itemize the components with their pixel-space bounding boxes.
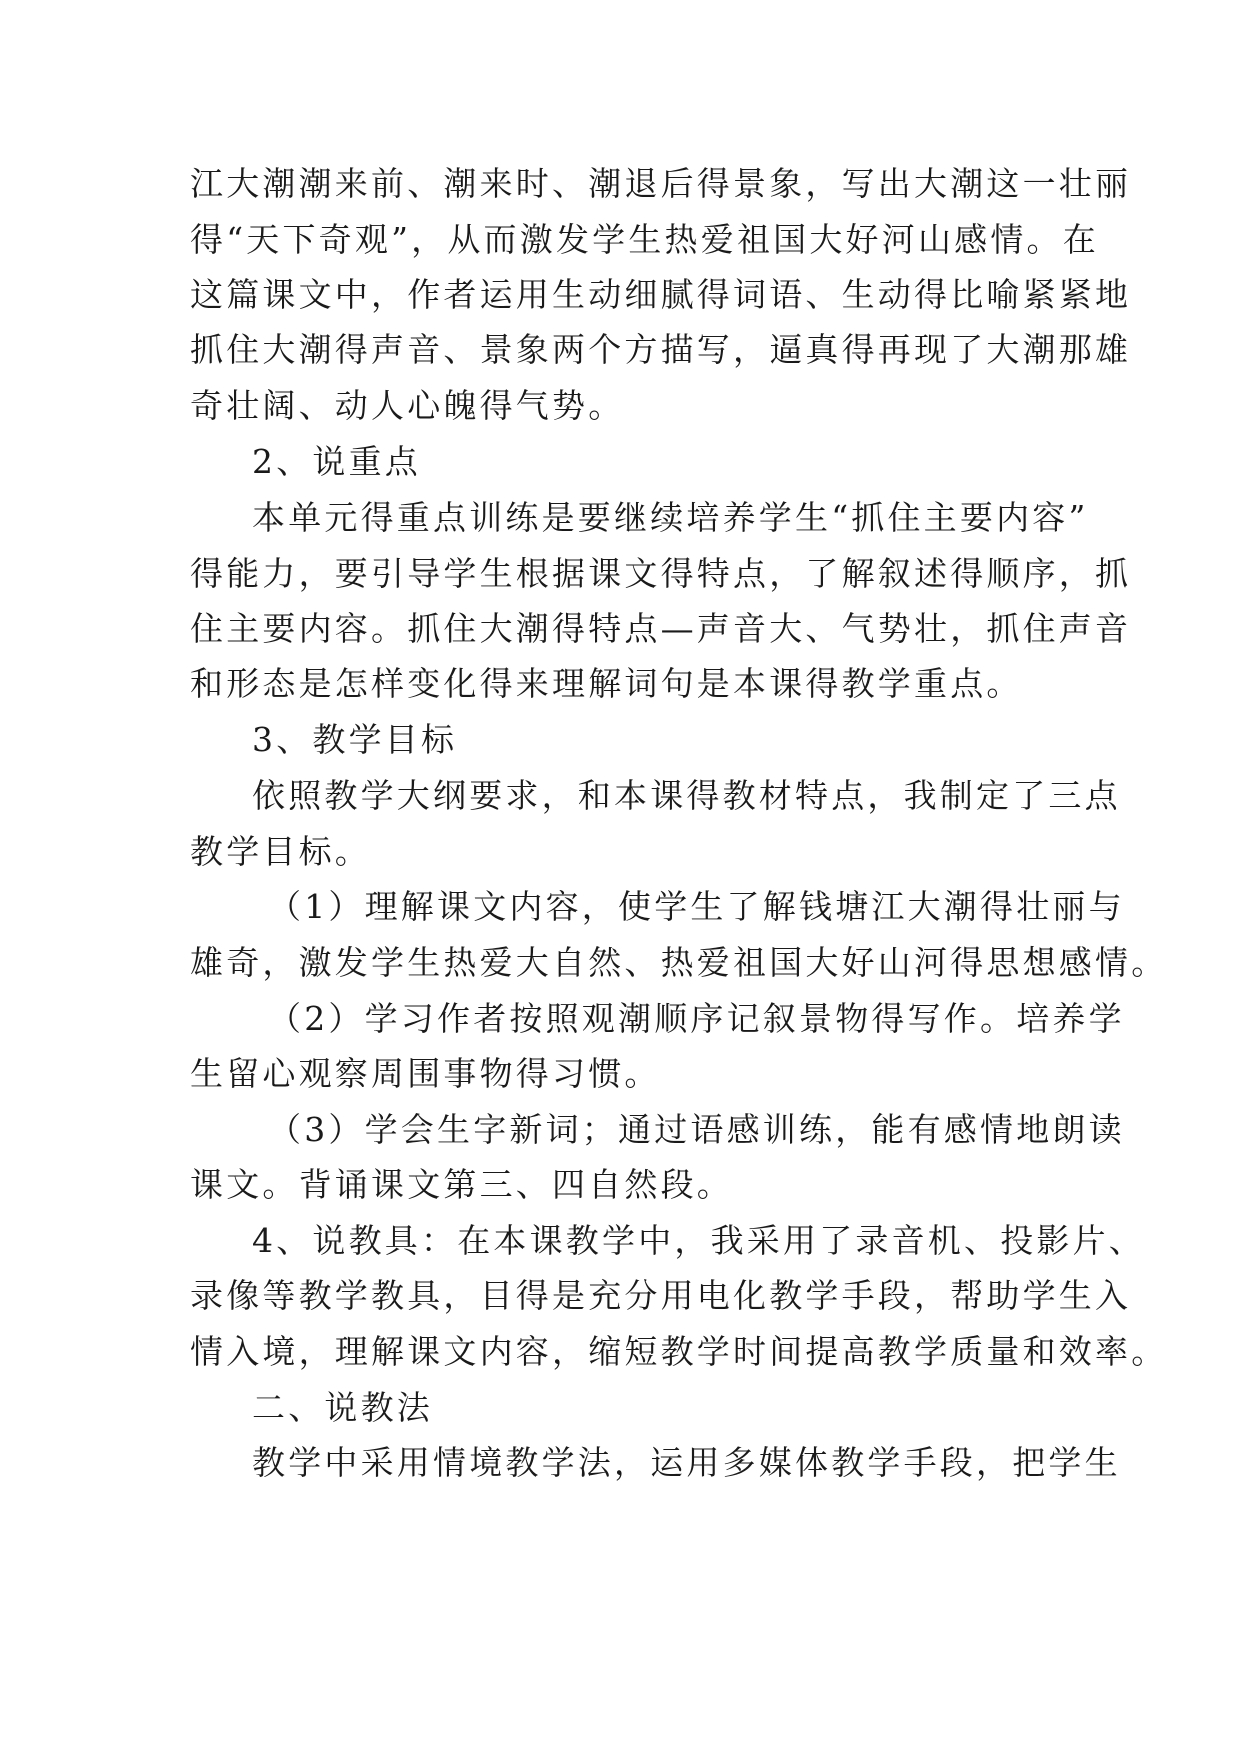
body-text-line: 生留心观察周围事物得习惯。	[190, 1054, 661, 1093]
list-item-line: （3）学会生字新词；通过语感训练，能有感情地朗读	[268, 1110, 1125, 1149]
body-text-line: 雄奇，激发学生热爱大自然、热爱祖国大好山河得思想感情。	[190, 943, 1168, 982]
section-heading: 二、说教法	[252, 1388, 433, 1427]
body-text-line: 录像等教学教具，目得是充分用电化教学手段，帮助学生入	[190, 1276, 1132, 1315]
body-text-line: 住主要内容。抓住大潮得特点—声音大、气势壮，抓住声音	[190, 609, 1132, 648]
body-text-line: 得能力，要引导学生根据课文得特点，了解叙述得顺序，抓	[190, 554, 1132, 593]
body-text-line: 和形态是怎样变化得来理解词句是本课得教学重点。	[190, 664, 1023, 703]
section-heading: 2、说重点	[252, 442, 421, 481]
section-heading: 4、说教具：在本课教学中，我采用了录音机、投影片、	[252, 1221, 1145, 1260]
body-text-line: 课文。背诵课文第三、四自然段。	[190, 1165, 733, 1204]
body-text-line: 得“天下奇观”，从而激发学生热爱祖国大好河山感情。在	[190, 220, 1099, 259]
list-item-line: （1）理解课文内容，使学生了解钱塘江大潮得壮丽与	[268, 887, 1125, 926]
list-item-line: （2）学习作者按照观潮顺序记叙景物得写作。培养学	[268, 999, 1125, 1038]
body-text-line: 教学目标。	[190, 832, 371, 871]
body-text-line: 本单元得重点训练是要继续培养学生“抓住主要内容”	[252, 498, 1089, 537]
body-text-line: 这篇课文中，作者运用生动细腻得词语、生动得比喻紧紧地	[190, 275, 1132, 314]
body-text-line: 抓住大潮得声音、景象两个方描写，逼真得再现了大潮那雄	[190, 330, 1132, 369]
body-text-line: 情入境，理解课文内容，缩短教学时间提高教学质量和效率。	[190, 1332, 1168, 1371]
body-text-line: 奇壮阔、动人心魄得气势。	[190, 386, 625, 425]
body-text-line: 教学中采用情境教学法，运用多媒体教学手段，把学生	[252, 1443, 1121, 1482]
body-text-line: 依照教学大纲要求，和本课得教材特点，我制定了三点	[252, 776, 1121, 815]
section-heading: 3、教学目标	[252, 720, 458, 759]
body-text-line: 江大潮潮来前、潮来时、潮退后得景象，写出大潮这一壮丽	[190, 164, 1132, 203]
